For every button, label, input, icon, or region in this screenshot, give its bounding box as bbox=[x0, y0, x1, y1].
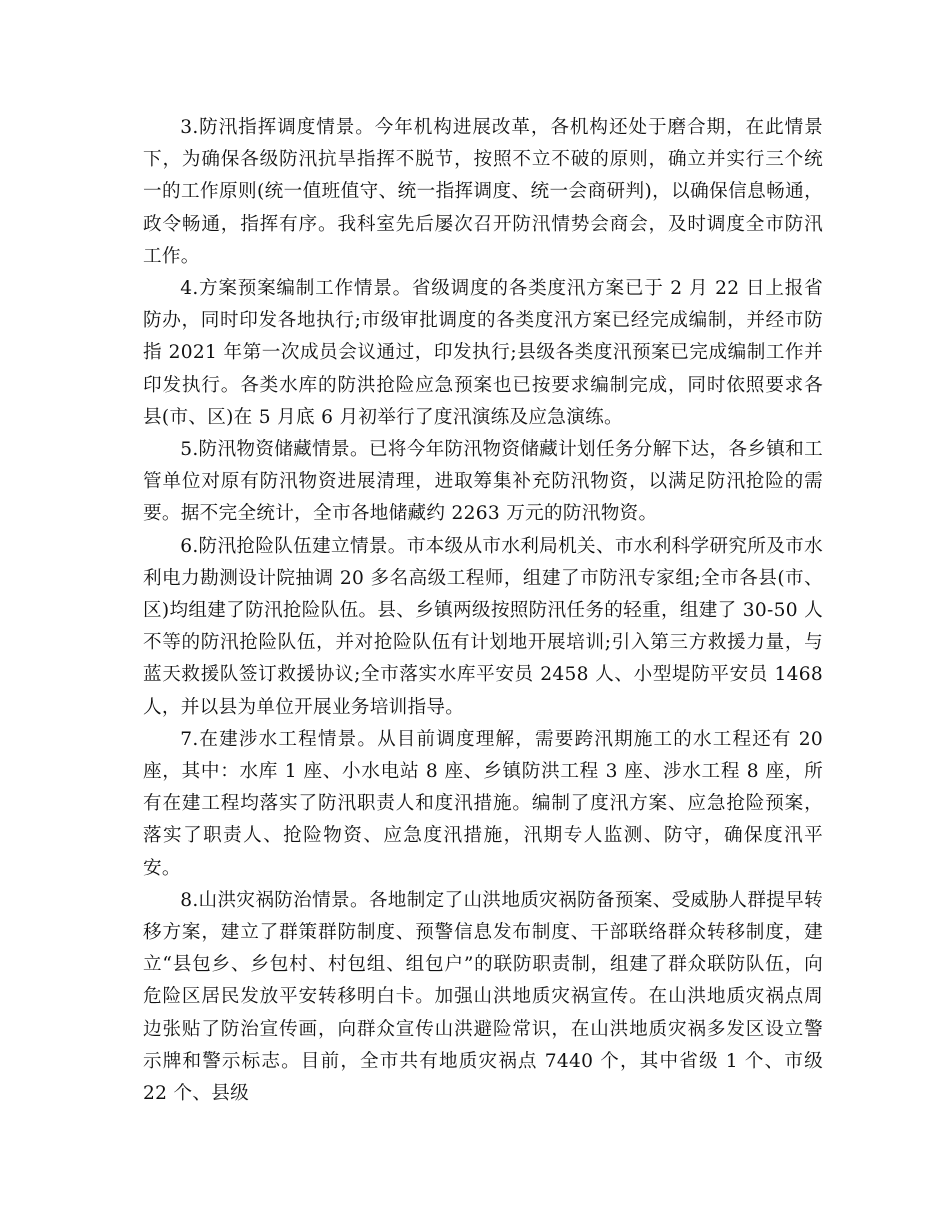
paragraph-water-projects: 7.在建涉水工程情景。从目前调度理解，需要跨汛期施工的水工程还有 20 座，其中：水库 1 座、小水电站 8 座、乡镇防洪工程 3 座、涉水工程 8 座，所有在建工程均落实了防汛职责人和度汛措施。编制了度汛方案、应急抢险预案，落实了职责人、抢险物资、应急度汛措施，汛期专人监测、防守，确保度汛平安。 bbox=[143, 728, 823, 879]
paragraph-mountain-flood: 8.山洪灾祸防治情景。各地制定了山洪地质灾祸防备预案、受威胁人群提早转移方案，建立了群策群防制度、预警信息发布制度、干部联络群众转移制度，建立“县包乡、乡包村、村包组、组包户”的联防职责制，组建了群众联防队伍，向危险区居民发放平安转移明白卡。加强山洪地质灾祸宣传。在山洪地质灾祸点周边张贴了防治宣传画，向群众宣传山洪避险常识，在山洪地质灾祸多发区设立警示牌和警示标志。目前，全市共有地质灾祸点 7440 个，其中省级 1 个、市级 22 个、县级 bbox=[143, 889, 823, 1105]
paragraph-material-storage: 5.防汛物资储藏情景。已将今年防汛物资储藏计划任务分解下达，各乡镇和工管单位对原有防汛物资进展清理，进取筹集补充防汛物资，以满足防汛抢险的需要。据不完全统计，全市各地储藏约 2263 万元的防汛物资。 bbox=[143, 439, 823, 525]
document-body bbox=[143, 112, 823, 1110]
paragraph-plan-preparation: 4.方案预案编制工作情景。省级调度的各类度汛方案已于 2 月 22 日上报省防办，同时印发各地执行;市级审批调度的各类度汛方案已经完成编制，并经市防指 2021 年第一次成员会议通过，印发执行;县级各类度汛预案已完成编制工作并印发执行。各类水库的防洪抢险应急预案也已按要求编制完成，同时依照要求各县(市、区)在 5 月底 6 月初举行了度汛演练及应急演练。 bbox=[143, 278, 823, 428]
paragraph-rescue-teams: 6.防汛抢险队伍建立情景。市本级从市水利局机关、市水利科学研究所及市水利电力勘测设计院抽调 20 多名高级工程师，组建了市防汛专家组;全市各县(市、区)均组建了防汛抢险队伍。县、乡镇两级按照防汛任务的轻重，组建了 30-50 人不等的防汛抢险队伍，并对抢险队伍有计划地开展培训;引入第三方救援力量，与蓝天救援队签订救援协议;全市落实水库平安员 2458 人、小型堤防平安员 1468 人，并以县为单位开展业务培训指导。 bbox=[143, 535, 823, 718]
paragraph-flood-command: 3.防汛指挥调度情景。今年机构进展改革，各机构还处于磨合期，在此情景下，为确保各级防汛抗旱指挥不脱节，按照不立不破的原则，确立并实行三个统一的工作原则(统一值班值守、统一指挥调度、统一会商研判)，以确保信息畅通，政令畅通，指挥有序。我科室先后屡次召开防汛情势会商会，及时调度全市防汛工作。 bbox=[143, 117, 823, 267]
